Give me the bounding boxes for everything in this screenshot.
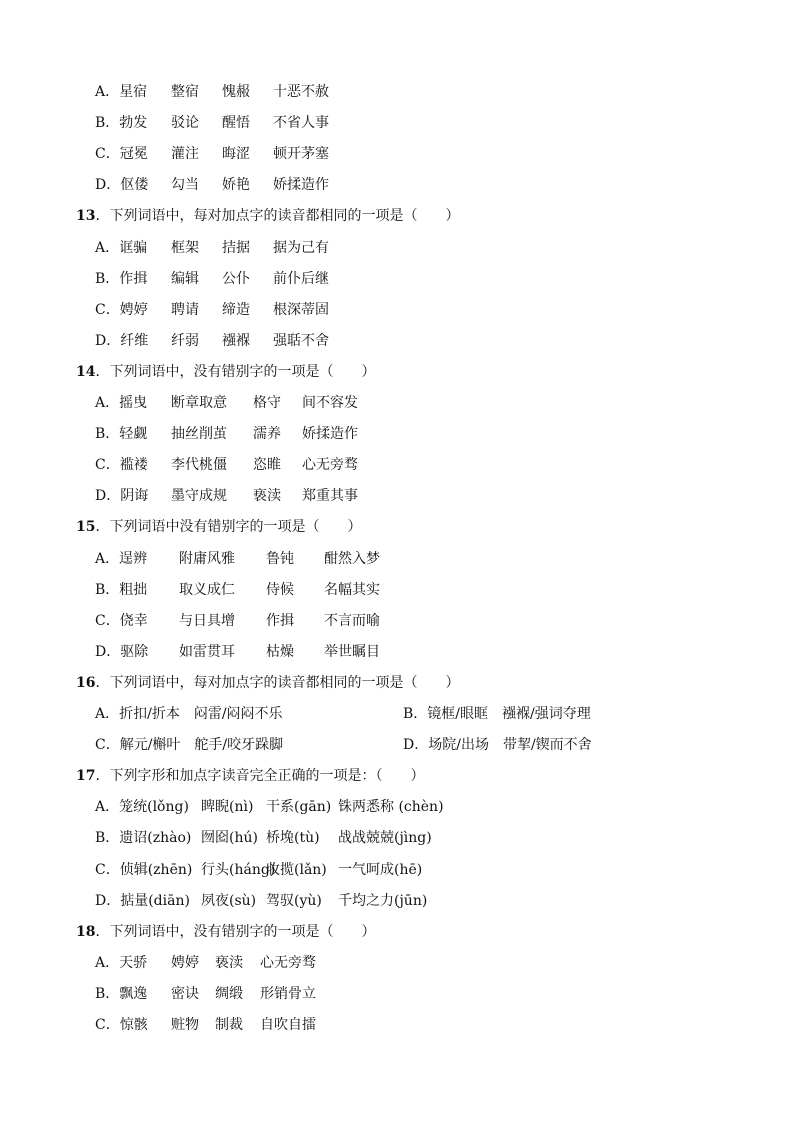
option-term: 断章取意: [171, 395, 227, 411]
option-term: 李代桃僵: [171, 457, 227, 473]
question-text: ．下列词语中，每对加点字的读音都相同的一项是（ ）: [95, 675, 460, 691]
option-term: 密诀: [171, 986, 199, 1002]
question-text: ．下列词语中没有错别字的一项是（ ）: [95, 519, 362, 535]
option-left: A．折扣/折本 闷雷/闷闷不乐: [95, 706, 283, 722]
option-term: 灌注: [171, 146, 199, 162]
option-term: 框架: [171, 240, 199, 256]
option-term: 抽丝削茧: [171, 426, 227, 442]
option-term: 绸缎: [215, 986, 243, 1002]
option-term: 编辑: [171, 271, 199, 287]
option-term: 濡养: [253, 426, 281, 442]
option-term: 心无旁骛: [302, 457, 358, 473]
option-label-term: C．娉婷: [95, 302, 148, 318]
option-term: 顿开茅塞: [273, 146, 329, 162]
option-label-term: A．诓骗: [95, 240, 148, 256]
option-label-term: C．惊骸: [95, 1017, 148, 1033]
option-term: 娇艳: [222, 177, 250, 193]
question-number: 17: [76, 768, 96, 784]
question-line: [76, 206, 459, 226]
option-term: 公仆: [222, 271, 250, 287]
option-term: 强聒不舍: [273, 333, 329, 349]
option-term: 干系(gān): [266, 799, 332, 815]
option-label-term: B．飘逸: [95, 986, 148, 1002]
option-term: 醒悟: [222, 115, 250, 131]
question-line: [76, 517, 361, 537]
option-term: 据为己有: [273, 240, 329, 256]
option-term: 襁褓: [222, 333, 250, 349]
option-term: 收揽(lǎn): [266, 862, 327, 878]
option-label-term: B．作揖: [95, 271, 148, 287]
option-term: 愧赧: [222, 84, 250, 100]
option-term: 亵渎: [215, 955, 243, 971]
option-term: 侍候: [266, 582, 294, 598]
option-term: 囫囵(hú): [201, 830, 258, 846]
option-term: 驾驭(yù): [266, 893, 322, 909]
option-term: 铢两悉称 (chèn): [338, 799, 444, 815]
option-term: 制裁: [215, 1017, 243, 1033]
option-term: 拮据: [222, 240, 250, 256]
option-term: 前仆后继: [273, 271, 329, 287]
option-term: 不言而喻: [324, 613, 380, 629]
option-label-term: D．伛偻: [95, 177, 149, 193]
question-text: ．下列词语中，没有错别字的一项是（ ）: [95, 924, 376, 940]
option-term: 鲁钝: [266, 551, 294, 567]
option-label-term: D．阴诲: [95, 488, 149, 504]
option-term: 娉婷: [171, 955, 199, 971]
question-text: ．下列词语中，没有错别字的一项是（ ）: [95, 364, 376, 380]
option-term: 墨守成规: [171, 488, 227, 504]
option-label-term: B．轻觑: [95, 426, 148, 442]
option-right: B．镜框/眼眶 襁褓/强词夺理: [403, 706, 591, 722]
option-term: 纤弱: [171, 333, 199, 349]
question-number: 18: [76, 924, 96, 940]
option-term: 酣然入梦: [324, 551, 380, 567]
option-term: 缔造: [222, 302, 250, 318]
option-label-term: B．遗诏(zhào): [95, 830, 192, 846]
option-term: 睥睨(nì): [201, 799, 254, 815]
question-line: [76, 766, 424, 786]
option-term: 间不容发: [302, 395, 358, 411]
option-term: 郑重其事: [302, 488, 358, 504]
option-term: 勾当: [171, 177, 199, 193]
option-label-term: C．侦辑(zhēn): [95, 862, 193, 878]
question-line: [76, 673, 459, 693]
question-line: [76, 922, 375, 942]
option-label-term: B．勃发: [95, 115, 148, 131]
option-term: 格守: [253, 395, 281, 411]
question-number: 15: [76, 519, 96, 535]
question-text: ．下列字形和加点字读音完全正确的一项是：（ ）: [95, 768, 425, 784]
option-term: 根深蒂固: [273, 302, 329, 318]
option-term: 举世瞩目: [324, 644, 380, 660]
option-label-term: A．天骄: [95, 955, 148, 971]
option-label-term: A．星宿: [95, 84, 148, 100]
option-label-term: A．笼统(lǒng): [95, 799, 189, 815]
question-number: 13: [76, 208, 96, 224]
option-left: C．解元/槲叶 舵手/咬牙跺脚: [95, 737, 284, 753]
option-term: 驳论: [171, 115, 199, 131]
option-term: 与日具增: [179, 613, 235, 629]
option-term: 千均之力(jūn): [338, 893, 428, 909]
option-term: 聘请: [171, 302, 199, 318]
option-label-term: C．褴褛: [95, 457, 148, 473]
option-term: 作揖: [266, 613, 294, 629]
option-term: 名幅其实: [324, 582, 380, 598]
option-term: 赃物: [171, 1017, 199, 1033]
option-term: 不省人事: [273, 115, 329, 131]
option-label-term: D．掂量(diān): [95, 893, 190, 909]
option-term: 如雷贯耳: [179, 644, 235, 660]
option-term: 枯燥: [266, 644, 294, 660]
option-term: 夙夜(sù): [201, 893, 257, 909]
option-term: 桥堍(tù): [266, 830, 320, 846]
option-term: 娇揉造作: [273, 177, 329, 193]
question-text: ．下列词语中，每对加点字的读音都相同的一项是（ ）: [95, 208, 460, 224]
option-term: 娇揉造作: [302, 426, 358, 442]
question-number: 14: [76, 364, 96, 380]
option-label-term: A．逞辨: [95, 551, 148, 567]
option-term: 恣睢: [253, 457, 281, 473]
option-term: 整宿: [171, 84, 199, 100]
option-label-term: C．冠冕: [95, 146, 148, 162]
option-label-term: C．侥幸: [95, 613, 148, 629]
option-term: 心无旁骛: [260, 955, 316, 971]
option-label-term: D．纤维: [95, 333, 149, 349]
question-number: 16: [76, 675, 96, 691]
question-line: [76, 362, 375, 382]
option-term: 自吹自擂: [260, 1017, 316, 1033]
option-term: 亵渎: [253, 488, 281, 504]
option-label-term: B．粗拙: [95, 582, 148, 598]
option-term: 取义成仁: [179, 582, 235, 598]
option-label-term: A．摇曳: [95, 395, 148, 411]
option-term: 形销骨立: [260, 986, 316, 1002]
option-term: 行头(háng): [201, 862, 276, 878]
option-label-term: D．驱除: [95, 644, 149, 660]
option-term: 十恶不赦: [273, 84, 329, 100]
option-term: 附庸风雅: [179, 551, 235, 567]
option-right: D．场院/出场 带挈/锲而不舍: [403, 737, 592, 753]
option-term: 战战兢兢(jìng): [338, 830, 432, 846]
option-term: 晦涩: [222, 146, 250, 162]
option-term: 一气呵成(hē): [338, 862, 423, 878]
